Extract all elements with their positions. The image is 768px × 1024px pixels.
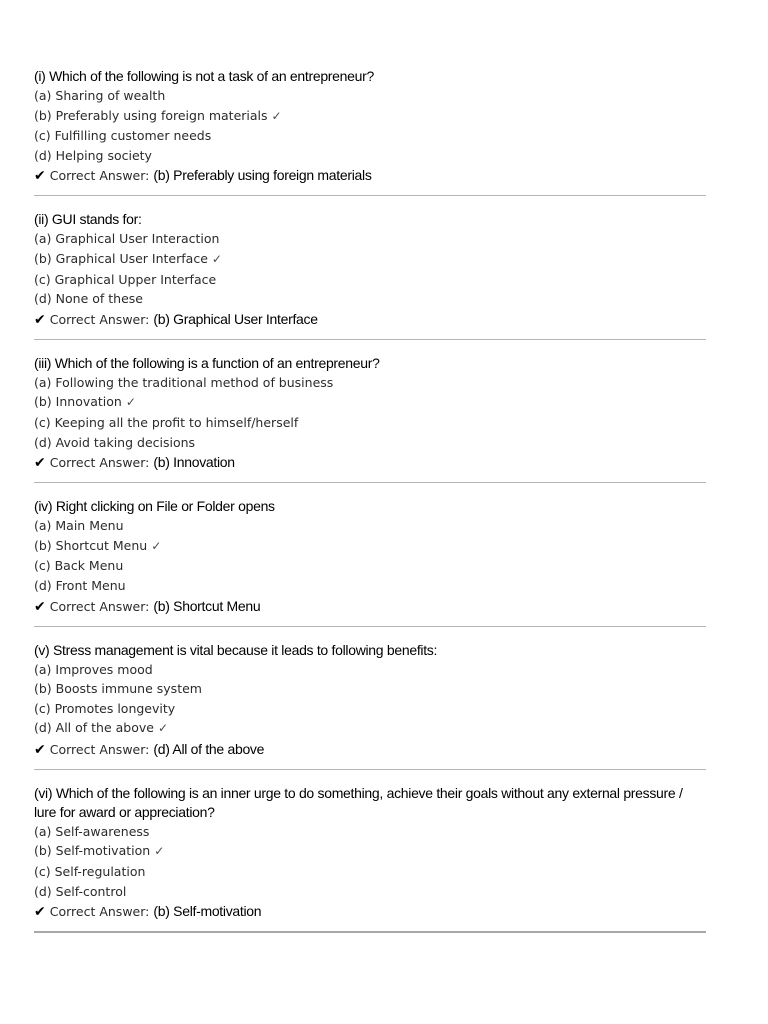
- correct-answer-line: [34, 596, 706, 618]
- option-label: (c) Self-regulation: [34, 864, 146, 880]
- question-text: (ii) GUI stands for:: [34, 211, 142, 228]
- option-label: (d) Self-control: [34, 883, 127, 899]
- option-label: (c) Back Menu: [34, 558, 124, 574]
- option-item: [34, 882, 706, 902]
- correct-answer-value: (d) All of the above: [153, 740, 265, 757]
- option-label: (c) Promotes longevity: [34, 700, 176, 716]
- heavy-check-icon: ✔: [34, 455, 46, 472]
- correct-answer-label: Correct Answer:: [49, 741, 150, 757]
- correct-answer-label: Correct Answer:: [49, 168, 150, 184]
- option-label: (d) Front Menu: [34, 577, 126, 593]
- correct-answer-value: (b) Self-motivation: [153, 903, 262, 920]
- question-block: [34, 496, 706, 626]
- option-item: [34, 433, 706, 453]
- option-item: [34, 516, 706, 536]
- check-mark-icon: ✓: [151, 538, 162, 553]
- option-label: (b) Graphical User Interface: [34, 250, 208, 266]
- question-block: [34, 66, 706, 196]
- option-label: (c) Graphical Upper Interface: [34, 271, 217, 287]
- correct-answer-label: Correct Answer:: [49, 455, 150, 471]
- check-mark-icon: ✓: [157, 721, 169, 736]
- heavy-check-icon: ✔: [34, 598, 46, 615]
- heavy-check-icon: ✔: [34, 904, 46, 921]
- question-block: [34, 353, 706, 483]
- option-label: (d) Helping society: [34, 147, 152, 163]
- correct-answer-line: [34, 901, 706, 923]
- question-text: (i) Which of the following is not a task of an entrepreneur?: [34, 68, 374, 84]
- option-label: (b) Self-motivation: [34, 843, 151, 859]
- option-item: [34, 392, 706, 413]
- option-item: [34, 289, 706, 309]
- option-item: [34, 576, 706, 596]
- option-item: [34, 660, 706, 680]
- option-item: [34, 229, 706, 249]
- correct-answer-line: [34, 309, 706, 331]
- option-item: [34, 146, 706, 166]
- option-label: (a) Following the traditional method of business: [34, 374, 334, 390]
- correct-answer-value: (b) Innovation: [153, 454, 235, 471]
- option-item: [34, 862, 706, 882]
- correct-answer-value: (b) Graphical User Interface: [153, 310, 318, 327]
- option-label: (b) Boosts immune system: [34, 681, 202, 697]
- check-mark-icon: ✓: [154, 844, 165, 859]
- heavy-check-icon: ✔: [34, 168, 46, 185]
- option-item: [34, 126, 706, 146]
- correct-answer-line: [34, 739, 706, 761]
- option-item: [34, 373, 706, 393]
- correct-answer-line: [34, 452, 706, 474]
- option-item: [34, 822, 706, 842]
- option-item: [34, 86, 706, 106]
- question-text: (vi) Which of the following is an inner urge to do something, achieve their goals without any external pressure / lure for award or appreciation?: [34, 784, 683, 820]
- option-item: [34, 413, 706, 433]
- option-label: (d) None of these: [34, 291, 143, 307]
- question-text: (iii) Which of the following is a function of an entrepreneur?: [34, 354, 380, 371]
- correct-answer-line: [34, 165, 706, 187]
- question-sheet: [34, 66, 706, 946]
- check-mark-icon: ✓: [211, 251, 222, 266]
- option-label: (c) Keeping all the profit to himself/herself: [34, 414, 299, 430]
- correct-answer-label: Correct Answer:: [49, 598, 150, 614]
- option-label: (a) Main Menu: [34, 518, 124, 534]
- question-text: (iv) Right clicking on File or Folder opens: [34, 498, 275, 515]
- option-item: [34, 270, 706, 290]
- option-item: [34, 556, 706, 576]
- option-item: [34, 699, 706, 719]
- heavy-check-icon: ✔: [34, 311, 46, 328]
- option-label: (a) Self-awareness: [34, 823, 150, 839]
- option-item: [34, 841, 706, 862]
- question-text: (v) Stress management is vital because it leads to following benefits:: [34, 641, 438, 658]
- option-label: (c) Fulfilling customer needs: [34, 128, 212, 144]
- option-label: (a) Sharing of wealth: [34, 88, 166, 103]
- check-mark-icon: ✓: [125, 395, 136, 410]
- correct-answer-value: (b) Shortcut Menu: [153, 597, 261, 614]
- correct-answer-label: Correct Answer:: [49, 904, 150, 920]
- check-mark-icon: ✓: [271, 108, 282, 123]
- question-block: [34, 783, 706, 933]
- option-label: (a) Graphical User Interaction: [34, 231, 220, 247]
- option-label: (d) Avoid taking decisions: [34, 434, 196, 450]
- correct-answer-value: (b) Preferably using foreign materials: [153, 167, 372, 184]
- correct-answer-label: Correct Answer:: [49, 311, 150, 327]
- heavy-check-icon: ✔: [34, 741, 46, 758]
- option-item: [34, 679, 706, 699]
- option-item: [34, 718, 706, 739]
- option-item: [34, 249, 706, 270]
- option-label: (b) Innovation: [34, 394, 122, 410]
- option-item: [34, 106, 706, 127]
- question-block: [34, 640, 706, 770]
- option-label: (b) Shortcut Menu: [34, 537, 148, 553]
- option-label: (d) All of the above: [34, 720, 154, 736]
- option-item: [34, 536, 706, 557]
- option-label: (b) Preferably using foreign materials: [34, 107, 268, 123]
- question-block: [34, 209, 706, 339]
- option-label: (a) Improves mood: [34, 661, 153, 677]
